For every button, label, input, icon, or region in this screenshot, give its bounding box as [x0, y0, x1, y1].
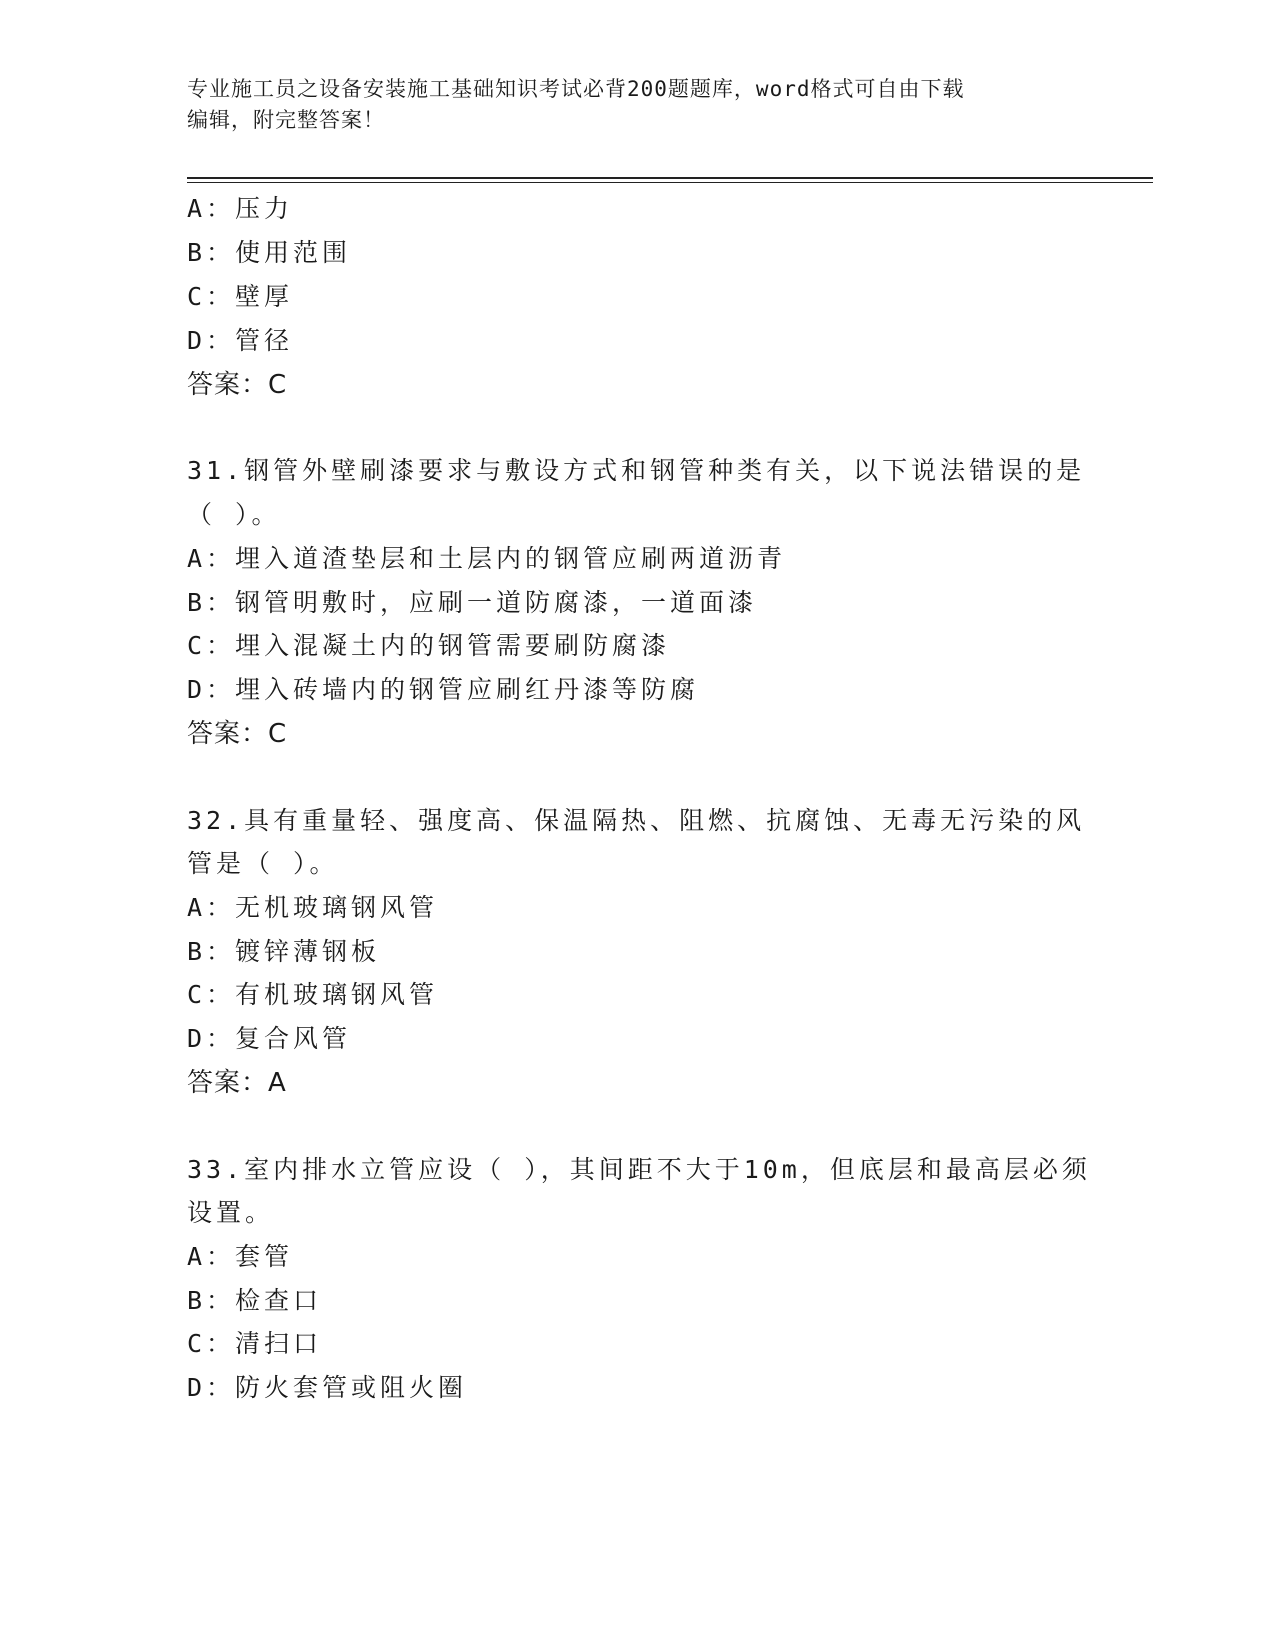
answer-line: 答案：C [187, 370, 288, 400]
option-d: D：防火套管或阻火圈 [187, 1373, 468, 1402]
question-32-stem-cont: 管是（ ）。 [187, 849, 339, 878]
option-c: C：壁厚 [187, 282, 294, 311]
option-b: B：镀锌薄钢板 [187, 937, 381, 966]
question-31-stem: 31.钢管外壁刷漆要求与敷设方式和钢管种类有关，以下说法错误的是 [187, 456, 1086, 485]
answer-line: 答案：A [187, 1068, 287, 1098]
question-32-stem: 32.具有重量轻、强度高、保温隔热、阻燃、抗腐蚀、无毒无污染的风 [187, 806, 1086, 835]
answer-line: 答案：C [187, 719, 288, 749]
document-header [187, 74, 1067, 136]
header-line-2: 编辑，附完整答案！ [187, 108, 385, 132]
header-divider-thin [187, 182, 1153, 183]
option-d: D：埋入砖墙内的钢管应刷红丹漆等防腐 [187, 675, 700, 704]
question-33-stem: 33.室内排水立管应设（ ），其间距不大于10m，但底层和最高层必须 [187, 1155, 1091, 1184]
option-c: C：有机玻璃钢风管 [187, 980, 439, 1009]
option-a: A：无机玻璃钢风管 [187, 893, 439, 922]
header-divider-thick [187, 177, 1153, 179]
question-31-stem-cont: （ ）。 [187, 500, 281, 529]
option-c: C：清扫口 [187, 1329, 323, 1358]
option-c: C：埋入混凝土内的钢管需要刷防腐漆 [187, 631, 671, 660]
header-line-1: 专业施工员之设备安装施工基础知识考试必背200题题库，word格式可自由下载 [187, 77, 965, 101]
option-a: A：套管 [187, 1242, 294, 1271]
option-b: B：钢管明敷时，应刷一道防腐漆，一道面漆 [187, 588, 758, 617]
option-b: B：使用范围 [187, 238, 352, 267]
option-a: A：埋入道渣垫层和土层内的钢管应刷两道沥青 [187, 544, 787, 573]
question-33-stem-cont: 设置。 [187, 1198, 275, 1227]
option-a: A：压力 [187, 194, 294, 223]
option-d: D：复合风管 [187, 1024, 352, 1053]
option-d: D：管径 [187, 326, 294, 355]
option-b: B：检查口 [187, 1286, 323, 1315]
